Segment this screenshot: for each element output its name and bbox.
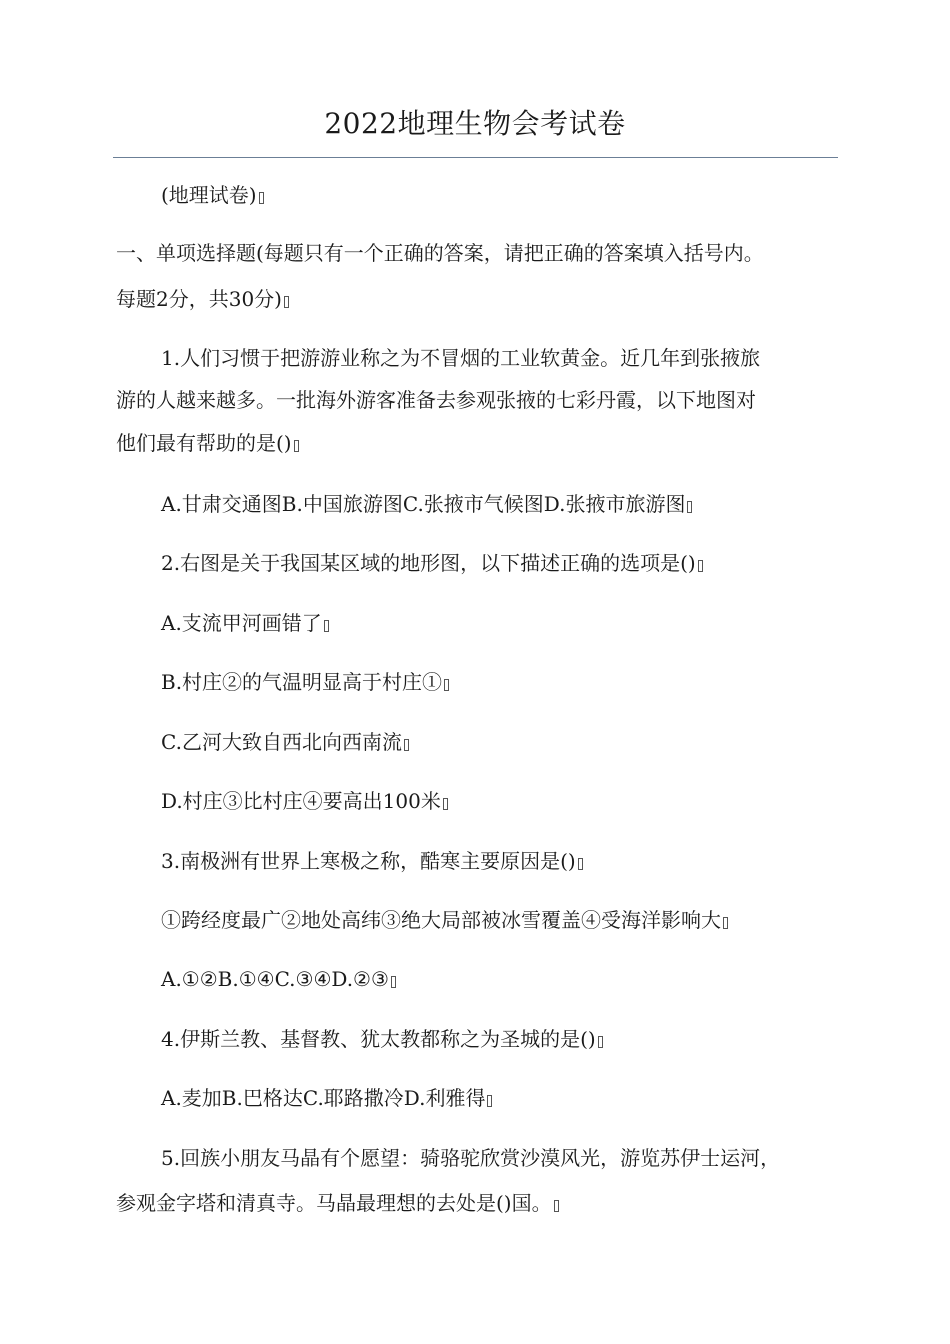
- question-3-options-text: A.①②B.①④C.③④D.②③: [161, 967, 389, 991]
- paragraph-mark-icon: [294, 440, 299, 452]
- paragraph-mark-icon: [404, 739, 409, 751]
- page-title: 2022地理生物会考试卷: [324, 107, 626, 140]
- paragraph-mark-icon: [391, 976, 396, 988]
- question-3-stem-text: 3.南极洲有世界上寒极之称，酷寒主要原因是(): [161, 849, 576, 873]
- question-1-line-3: [116, 428, 299, 458]
- question-1-line-2: [116, 385, 756, 415]
- paragraph-mark-icon: [598, 1036, 603, 1048]
- question-1-options-text: A.甘肃交通图B.中国旅游图C.张掖市气候图D.张掖市旅游图: [161, 492, 686, 516]
- paragraph-mark-icon: [259, 192, 264, 204]
- question-3-stem: [161, 846, 583, 876]
- question-1-options: [161, 489, 692, 519]
- paper-subtitle-text: (地理试卷): [161, 183, 257, 207]
- paragraph-mark-icon: [444, 679, 449, 691]
- question-1-text-1: 1.人们习惯于把游游业称之为不冒烟的工业软黄金。近几年到张掖旅: [161, 346, 761, 370]
- question-2-option-a: [161, 608, 329, 638]
- question-3-reasons: [161, 905, 728, 935]
- section-heading-text-1: 一、单项选择题(每题只有一个正确的答案，请把正确的答案填入括号内。: [116, 241, 764, 265]
- question-5-text-2: 参观金字塔和清真寺。马晶最理想的去处是()国。: [116, 1191, 552, 1215]
- section-heading-line-1: [116, 238, 764, 268]
- paragraph-mark-icon: [324, 620, 329, 632]
- section-heading-line-2: [116, 284, 289, 314]
- question-2-stem: [161, 548, 703, 578]
- title-divider: [113, 157, 838, 158]
- question-4-stem-text: 4.伊斯兰教、基督教、犹太教都称之为圣城的是(): [161, 1027, 596, 1051]
- question-4-stem: [161, 1024, 603, 1054]
- question-3-reasons-text: ①跨经度最广②地处高纬③绝大局部被冰雪覆盖④受海洋影响大: [161, 908, 721, 932]
- question-2-option-a-text: A.支流甲河画错了: [161, 611, 322, 635]
- question-5-line-1: [161, 1143, 780, 1173]
- question-2-stem-text: 2.右图是关于我国某区域的地形图，以下描述正确的选项是(): [161, 551, 696, 575]
- paragraph-mark-icon: [487, 1095, 492, 1107]
- paper-subtitle: [161, 180, 264, 210]
- paragraph-mark-icon: [554, 1200, 559, 1212]
- question-1-line-1: [161, 343, 760, 373]
- paragraph-mark-icon: [578, 858, 583, 870]
- question-2-option-b: [161, 667, 449, 697]
- question-1-text-2: 游的人越来越多。一批海外游客准备去参观张掖的七彩丹霞，以下地图对: [116, 388, 756, 412]
- section-heading-text-2: 每题2分，共30分): [116, 287, 282, 311]
- question-2-option-c-text: C.乙河大致自西北向西南流: [161, 730, 402, 754]
- question-5-line-2: [116, 1188, 559, 1218]
- question-2-option-c: [161, 727, 409, 757]
- paragraph-mark-icon: [284, 296, 289, 308]
- question-4-options: [161, 1083, 492, 1113]
- paragraph-mark-icon: [698, 560, 703, 572]
- paragraph-mark-icon: [443, 798, 448, 810]
- paragraph-mark-icon: [687, 501, 692, 513]
- question-3-options: [161, 964, 396, 994]
- question-4-options-text: A.麦加B.巴格达C.耶路撒冷D.利雅得: [161, 1086, 486, 1110]
- paragraph-mark-icon: [723, 917, 728, 929]
- question-5-text-1: 5.回族小朋友马晶有个愿望：骑骆驼欣赏沙漠风光，游览苏伊士运河，: [161, 1146, 781, 1170]
- question-1-text-3: 他们最有帮助的是(): [116, 431, 292, 455]
- question-2-option-d: [161, 786, 448, 816]
- question-2-option-b-text: B.村庄②的气温明显高于村庄①: [161, 670, 443, 694]
- question-2-option-d-text: D.村庄③比村庄④要高出100米: [161, 789, 441, 813]
